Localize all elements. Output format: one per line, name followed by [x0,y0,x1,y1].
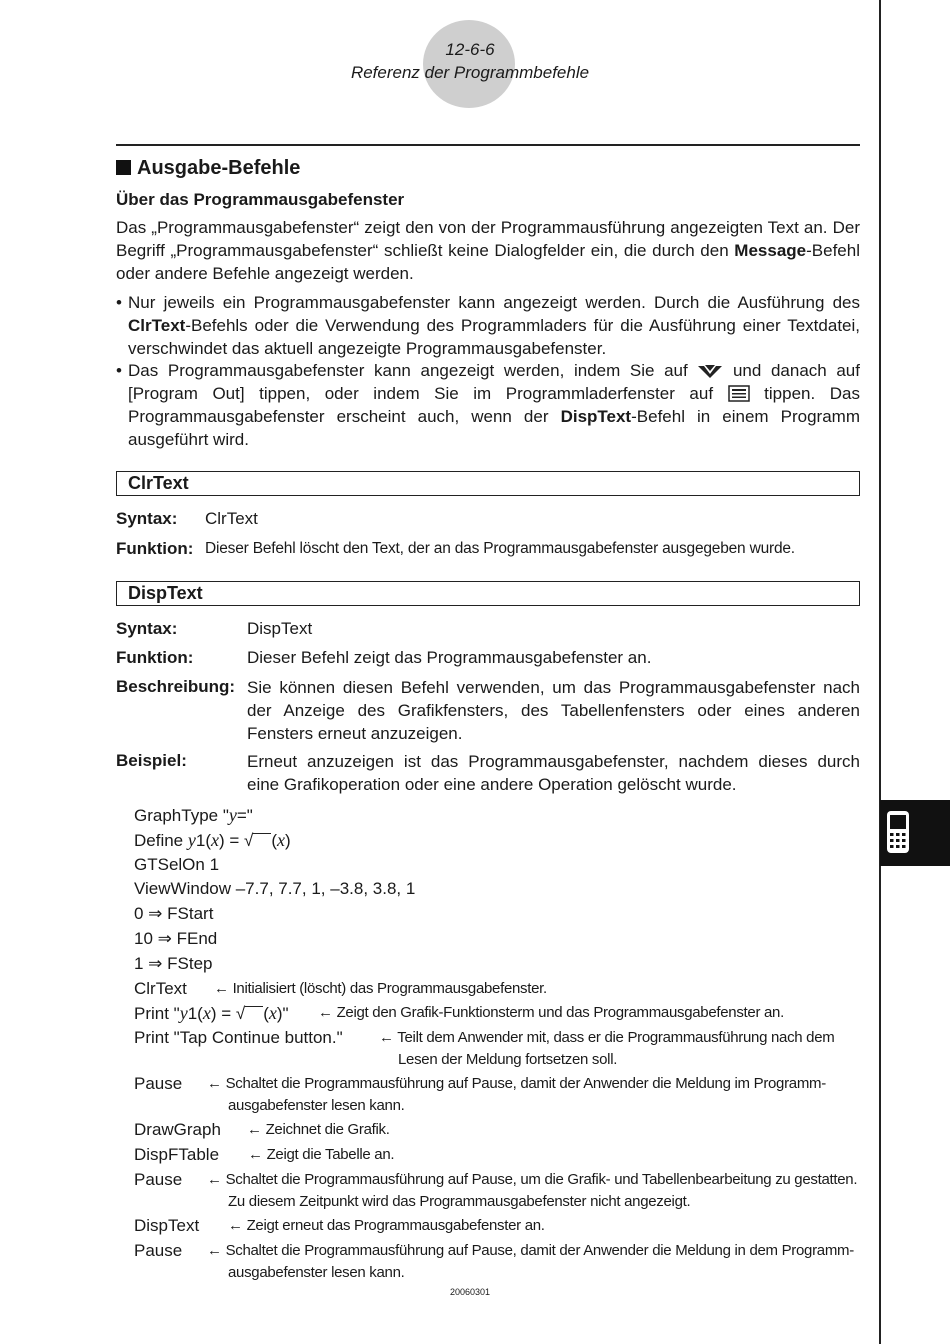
disptext-syntax-label: Syntax: [116,619,178,638]
code-line: DispFTable [134,1145,220,1164]
menu-icon [697,364,723,378]
code-line: Print "Tap Continue button." [134,1028,343,1047]
bullet-item: • Das Programmausgabefenster kann angezeigt werden, indem Sie auf und danach auf [Program Out] tippen, oder indem Sie im Programmladerfenster auf tippen. Das Programmausgabefenster erscheint auch, wenn der DispText-Befehl in einem Programm ausgeführt wird. [116,361,860,449]
code-note: ← Schaltet die Programmausführung auf Pause, damit der Anwender die Meldung im Programm- [207,1075,826,1092]
code-line: ClrText [134,979,187,998]
code-note: ← Schaltet die Programmausführung auf Pause, um die Grafik- und Tabellenbearbeitung zu gestatten. [207,1171,858,1188]
disptext-example-value: Erneut anzuzeigen ist das Programmausgabefenster, nachdem dieses durch eine Grafikoperation oder eine andere Operation gelöscht wurde. [247,752,860,794]
code-note: ← Zeigt die Tabelle an. [248,1146,395,1163]
page-number: 12-6-6 [445,40,495,59]
code-line: DrawGraph [134,1120,221,1139]
code-note: ← Zeichnet die Grafik. [247,1121,390,1138]
code-note: ← Zeigt erneut das Programmausgabefenster an. [228,1217,545,1234]
code-line: GTSelOn 1 [134,855,220,874]
code-note: ← Teilt dem Anwender mit, dass er die Programmausführung nach dem [379,1029,835,1046]
code-note: ← Zeigt den Grafik-Funktionsterm und das Programmausgabefenster an. [318,1004,784,1021]
code-line: 1 ⇒ FStep [134,954,213,973]
clrtext-syntax-label: Syntax: [116,509,178,528]
disptext-header-box: DispText [116,581,860,606]
disptext-function-value: Dieser Befehl zeigt das Programmausgabefenster an. [247,648,652,667]
program-window-icon [728,385,750,402]
disptext-syntax-value: DispText [247,619,313,638]
code-note: ausgabefenster lesen kann. [228,1264,405,1281]
code-note: ← Schaltet die Programmausführung auf Pause, damit der Anwender die Meldung in dem Programm- [207,1242,854,1259]
clrtext-syntax-value: ClrText [205,509,258,528]
footer-code: 20060301 [449,1287,491,1297]
page-header-title: Referenz der Programmbefehle [350,63,590,82]
code-line: Pause [134,1074,183,1093]
intro-paragraph: Das „Programmausgabefenster“ zeigt den von der Programmausführung angezeigten Text an. Der Begriff „Programmausgabefenster“ schließt keine Dialogfelder ein, die durch den Message-Befehl oder andere Befehle angezeigt werden. [116,218,860,283]
code-line: 10 ⇒ FEnd [134,929,218,948]
code-line: Print "y1(x) = √ (x)" [134,1003,289,1023]
square-bullet-icon [116,160,131,175]
code-line: 0 ⇒ FStart [134,904,214,923]
section-title: Ausgabe-Befehle [116,157,300,180]
calculator-icon [880,800,950,866]
clrtext-function-value: Dieser Befehl löscht den Text, der an das Programmausgabefenster ausgegeben wurde. [205,540,795,557]
bullet-item: • Nur jeweils ein Programmausgabefenster kann angezeigt werden. Durch die Ausführung des ClrText-Befehls oder die Verwendung des Programmladers für die Ausführung einer Textdatei, verschwindet das aktuell angezeigte Programmausgabefenster. [116,293,860,358]
code-line: Define y1(x) = √ (x) [134,830,291,850]
disptext-function-label: Funktion: [116,648,194,667]
margin-rule [879,0,881,1344]
disptext-example-label: Beispiel: [116,751,187,770]
code-line: GraphType "y=" [134,805,253,825]
code-note: ← Initialisiert (löscht) das Programmausgabefenster. [214,980,547,997]
code-line: ViewWindow –7.7, 7.7, 1, –3.8, 3.8, 1 [134,879,416,898]
code-line: Pause [134,1170,183,1189]
code-note: Zu diesem Zeitpunkt wird das Programmausgabefenster nicht angezeigt. [228,1193,691,1210]
disptext-description-value: Sie können diesen Befehl verwenden, um das Programmausgabefenster nach der Anzeige des Grafikfensters, des Tabellenfensters oder eines anderen Fensters erneut anzuzeigen. [247,678,860,743]
disptext-description-label: Beschreibung: [116,677,236,696]
clrtext-function-label: Funktion: [116,539,194,558]
clrtext-header-box: ClrText [116,471,860,496]
section-subtitle: Über das Programmausgabefenster [116,190,405,209]
code-line: DispText [134,1216,200,1235]
header-rule [116,144,860,146]
code-note: Lesen der Meldung fortsetzen soll. [398,1051,618,1068]
code-note: ausgabefenster lesen kann. [228,1097,405,1114]
chapter-tab [880,800,950,866]
code-line: Pause [134,1241,183,1260]
